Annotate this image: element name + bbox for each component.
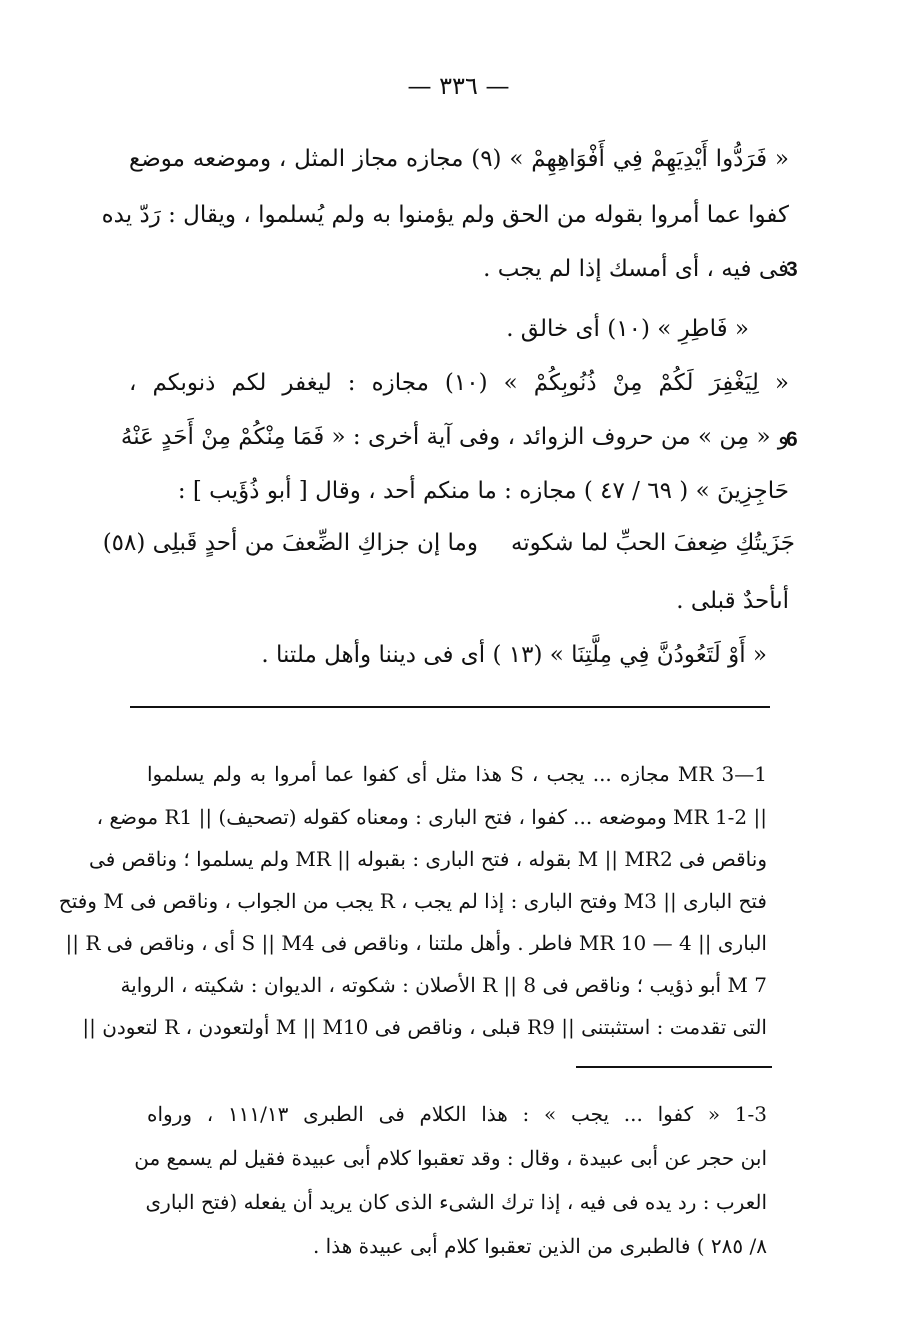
apparatus-line-7: التى تقدمت : استثبتنى || R9 قبلى ، وناقص فى M || M10 أولتعودن ، R لتعودن || <box>82 1015 767 1039</box>
main-line-1: « فَرَدُّوا أَيْدِيَهِمْ فِي أَفْوَاهِهِمْ » (٩) مجازه مجاز المثل ، وموضعه موضع <box>129 146 789 172</box>
main-line-2: كفوا عما أمروا بقوله من الحق ولم يؤمنوا به ولم يُسلموا ، ويقال : رَدّ يده <box>101 202 789 228</box>
apparatus-line-5: البارى || 4 — 10 MR فاطر . وأهل ملتنا ، وناقص فى S || M4 أى ، وناقص فى R || <box>65 931 767 955</box>
line-number-6: 6 <box>786 428 798 451</box>
main-line-6: و « مِن » من حروف الزوائد ، وفى آية أخرى : « فَمَا مِنْكُمْ مِنْ أَحَدٍ عَنْهُ <box>120 424 789 450</box>
apparatus-line-6: M 7 أبو ذؤيب ؛ وناقص فى R || 8 الأصلان : شكوته ، الديوان : شكيته ، الرواية <box>120 973 767 997</box>
apparatus-line-1: 1—3 MR مجازه ... يجب ، S هذا مثل أى كفوا عما أمروا به ولم يسلموا <box>147 762 767 786</box>
commentary-line-2: ابن حجر عن أبى عبيدة ، وقال : وقد تعقبوا كلام أبى عبيدة فقيل لم يسمع من <box>134 1146 767 1170</box>
apparatus-line-3: وناقص فى M || MR2 بقوله ، فتح البارى : بقبوله || MR ولم يسلموا ؛ وناقص فى <box>89 847 767 871</box>
apparatus-line-2: || 1-2 MR وموضعه ... كفوا ، فتح البارى : ومعناه كقوله (تصحيف) || R1 موضع ، <box>96 805 767 829</box>
main-line-3: فى فيه ، أى أمسك إذا لم يجب . <box>483 256 789 282</box>
main-line-9: « أَوْ لَتَعُودُنَّ فِي مِلَّتِنَا » (١٣ ) أى فى ديننا وأهل ملتنا . <box>261 642 767 668</box>
line-number-3: 3 <box>786 258 798 281</box>
page-number: — ٣٣٦ — <box>407 72 510 100</box>
verse-second-hemistich: وما إن جزاكِ الضِّعفَ من أحدٍ قَبلِى (٥٨) <box>102 530 478 556</box>
main-line-4: « فَاطِرِ » (١٠) أى خالق . <box>506 316 749 342</box>
apparatus-separator <box>130 706 770 708</box>
commentary-line-4: ٨/ ٢٨٥ ) فالطبرى من الذين تعقبوا كلام أبى عبيدة هذا . <box>312 1234 767 1258</box>
main-line-8: أىأحدٌ قبلى . <box>676 588 789 614</box>
main-line-5: « لِيَغْفِرَ لَكُمْ مِنْ ذُنُوبِكُمْ » (١٠) مجازه : ليغفر لكم ذنوبكم ، <box>129 370 789 396</box>
commentary-separator <box>576 1066 772 1068</box>
apparatus-line-4: فتح البارى || M3 وفتح البارى : إذا لم يجب ، R يجب من الجواب ، وناقص فى M وفتح <box>58 889 767 913</box>
verse-first-hemistich: جَزَيتُكِ ضِعفَ الحبِّ لما شكوته <box>510 530 795 556</box>
commentary-line-3: العرب : رد يده فى فيه ، إذا ترك الشىء الذى كان يريد أن يفعله (فتح البارى <box>145 1190 767 1214</box>
main-line-7: حَاجِزِينَ » ( ٦٩ / ٤٧ ) مجازه : ما منكم أحد ، وقال [ أبو ذُؤَيب ] : <box>177 478 789 504</box>
commentary-line-1: 1-3 « كفوا ... يجب » : هذا الكلام فى الطبرى ١١١/١٣ ، ورواه <box>147 1102 768 1126</box>
